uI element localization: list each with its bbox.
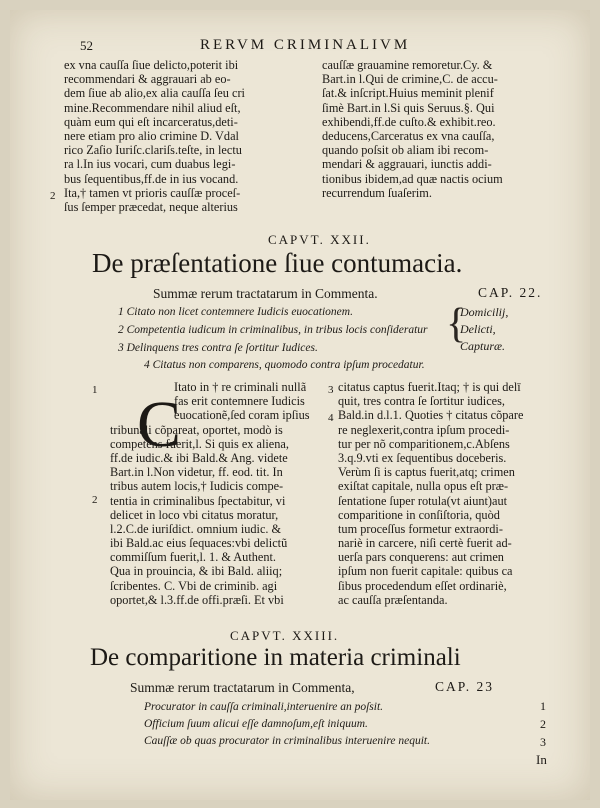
summary-item: Officium ſuum alicui eſſe damnoſum,eſt iniquum. xyxy=(144,718,368,730)
running-head: RERVM CRIMINALIVM xyxy=(200,37,411,53)
text-line: ibi Bald.ac eius ſequaces:vbi delictũ xyxy=(110,536,288,551)
text-line: rico Zaſio Iuriſc.clariſs.teſte, in lectu xyxy=(64,143,242,158)
text-line: deducens,Carceratus ex vna cauſſa, xyxy=(322,128,495,143)
text-line: tionibus ibidem,ad quæ nactis ocium xyxy=(322,171,503,186)
text-line: cauſſæ grauamine remoretur.Cy. & xyxy=(322,58,493,72)
chapter-title: De comparitione in materia criminali xyxy=(90,644,461,671)
text-line: Bart.in l.Non videtur, ff. eod. tit. In xyxy=(110,465,283,480)
drop-capital: C xyxy=(137,388,182,461)
chapter-title: De præſentatione ſiue contumacia. xyxy=(92,248,463,278)
body-left-first-lines xyxy=(174,380,310,423)
top-right-column xyxy=(322,58,503,200)
chapter-heading: CAPVT. XXII. xyxy=(268,232,371,247)
text-line: quàm eum qui eſt incarceratus,deti- xyxy=(64,114,238,129)
text-line: tribunali cõpareat, oportet, modò is xyxy=(110,422,283,437)
text-line: commiſſum fuerit,l. 1. & Authent. xyxy=(110,550,276,565)
text-line: quando poſsit ob aliam ibi recom- xyxy=(322,143,489,158)
catchword: In xyxy=(536,752,547,767)
text-line: Qua in prouincia, & ibi Bald. aliiq; xyxy=(110,564,283,579)
text-line: re neglexerit,contra ipſum procedi- xyxy=(338,422,510,437)
text-line: dem ſiue ab alio,ex alia cauſſa ſeu cri xyxy=(64,86,245,101)
text-line: recurrendum ſuaſerim. xyxy=(322,185,432,200)
book-page xyxy=(10,10,590,800)
text-line: tribus autem locis,† Iudicis compe- xyxy=(110,479,284,494)
text-line: exiſtat capitale, nulla opus eſt præ- xyxy=(338,479,509,494)
summary-item: Procurator in cauſſa criminali,interuenire an poſsit. xyxy=(144,701,384,713)
summary-heading: Summæ rerum tractatarum in Commenta, xyxy=(130,680,355,695)
summary-cap-label: CAP. 22. xyxy=(478,285,543,300)
margin-mark: 3 xyxy=(328,384,334,396)
brace-glyph: { xyxy=(446,301,467,347)
text-line: ff.de iudic.& ibi Bald.& Ang. videte xyxy=(110,450,288,465)
summary-cap-label: CAP. 23 xyxy=(435,679,495,694)
item-number: 1 xyxy=(540,699,546,713)
text-line: mine.Recommendare nihil aliud eſt, xyxy=(64,100,241,115)
top-left-column xyxy=(64,58,245,214)
summary-item: 1 Citato non licet contemnere Iudicis euocationem. xyxy=(118,306,353,318)
text-line: Itato in † re criminali nullã xyxy=(174,380,307,394)
text-line: Bald.in d.l.1. Quoties † citatus cõpare xyxy=(338,408,524,423)
margin-mark: 1 xyxy=(92,384,98,396)
summary-heading: Summæ rerum tractatarum in Commenta. xyxy=(153,286,378,301)
page-header xyxy=(80,36,580,58)
text-line: ra l.In ius vocari, cum duabus legi- xyxy=(64,157,236,172)
text-line: ſibus procedendum eſſet ordinariè, xyxy=(338,578,507,593)
text-line: ex vna cauſſa ſiue delicto,poterit ibi xyxy=(64,58,239,72)
text-line: exhibendi,ff.de cuſto.& exhibit.reo. xyxy=(322,114,496,129)
text-line: tentia in criminalibus ſpectabitur, vi xyxy=(110,493,286,508)
side-item: Delicti, xyxy=(460,322,496,336)
text-line: tum proceſſus formetur extraordi- xyxy=(338,521,503,536)
text-line: ſat.& inſcript.Huius meminit plenif xyxy=(322,86,494,101)
text-line: nariè in carcere, niſi certè fuerit ad- xyxy=(338,536,512,551)
margin-mark: 2 xyxy=(50,190,56,202)
text-line: oportet,& l.3.ff.de offi.præſi. Et vbi xyxy=(110,592,284,607)
page-number: 52 xyxy=(80,38,93,53)
text-line: Bart.in l.Qui de crimine,C. de accu- xyxy=(322,72,498,87)
side-item: Capturæ. xyxy=(460,339,506,353)
text-line: nere etiam pro alio crimine D. Vdal xyxy=(64,128,239,143)
item-number: 3 xyxy=(540,735,546,749)
side-item: Domicilij, xyxy=(460,305,509,319)
text-line: quit, tres contra ſe ſortitur iudices, xyxy=(338,394,505,409)
text-line: ſimè Bart.in l.Si quis Seruus.§. Qui xyxy=(322,100,495,115)
margin-mark: 4 xyxy=(328,412,334,424)
summary-item: 2 Competentia iudicum in criminalibus, in tribus locis conſideratur xyxy=(118,324,428,336)
text-line: recommendari & aggrauari ab eo- xyxy=(64,72,231,87)
text-line: citatus captus fuerit.Itaq; † is qui delī xyxy=(338,380,521,394)
text-line: tur per nõ comparitionem,c.Abſens xyxy=(338,436,510,451)
summary-item: 3 Delinquens tres contra ſe ſortitur Iudices. xyxy=(118,342,318,354)
text-line: bus ſequentibus,ff.de in ius vocand. xyxy=(64,171,239,186)
text-line: comparitione in conſiſtoria, quòd xyxy=(338,507,500,522)
chapter-heading: CAPVT. XXIII. xyxy=(230,628,340,643)
item-number: 2 xyxy=(540,717,546,731)
text-line: ſcribentes. C. Vbi de criminib. agi xyxy=(110,578,278,593)
text-line: uerſa pars conquerens: aut crimen xyxy=(338,550,504,565)
text-line: Ita,† tamen vt prioris cauſſæ proceſ- xyxy=(64,185,241,200)
text-line: delicet in loco vbi citatus moratur, xyxy=(110,507,279,522)
text-line: competens fuerit,l. Si quis ex aliena, xyxy=(110,436,289,451)
text-line: Verùm ſi is captus fuerit,atq; crimen xyxy=(338,465,515,480)
text-line: ſentatione ſuper rotula(vt aiunt)aut xyxy=(338,493,508,508)
summary-item: Cauſſæ ob quas procurator in criminalibus interuenire nequit. xyxy=(144,735,431,747)
body-left-column xyxy=(110,423,289,607)
summary-item: 4 Citatus non comparens, quomodo contra ipſum procedatur. xyxy=(144,359,425,371)
text-line: l.2.C.de iuriſdict. omnium iudic. & xyxy=(110,521,282,536)
margin-mark: 2 xyxy=(92,494,98,506)
text-line: ac cauſſa præſentanda. xyxy=(338,592,448,607)
text-line: fas erit contemnere Iudicis xyxy=(174,394,305,409)
body-right-column xyxy=(338,380,523,607)
text-line: mendari & aggrauari, iunctis addi- xyxy=(322,157,492,172)
text-line: ipſum non fuerit capitale: quibus ca xyxy=(338,564,513,579)
text-line: euocationẽ,ſed coram ipſius xyxy=(174,408,310,423)
text-line: ſus ſemper præcedat, neque alterius xyxy=(64,199,238,214)
text-line: 3.q.9.vti ex ſequentibus doceberis. xyxy=(338,450,507,465)
